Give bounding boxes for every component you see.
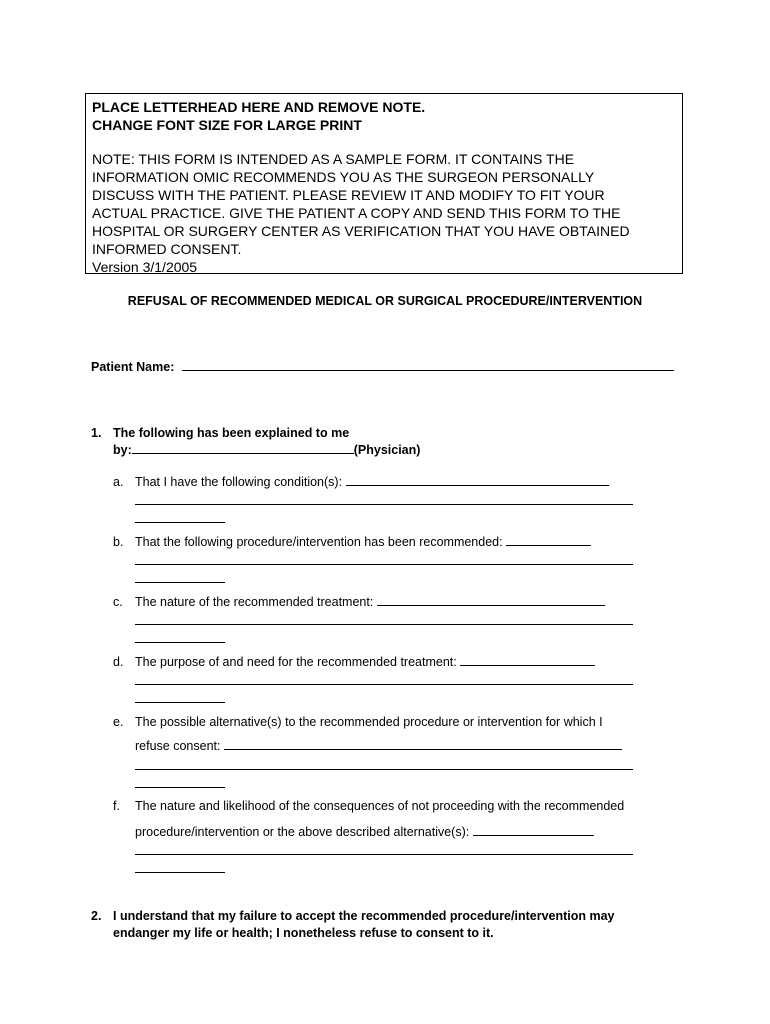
note-body-line: ACTUAL PRACTICE. GIVE THE PATIENT A COPY AND SEND THIS FORM TO THE <box>92 205 621 221</box>
physician-label: (Physician) <box>353 443 421 457</box>
answer-line[interactable] <box>135 854 633 855</box>
item-2-text-line1: I understand that my failure to accept the recommended procedure/intervention may <box>113 909 615 923</box>
note-body-line: DISCUSS WITH THE PATIENT. PLEASE REVIEW IT AND MODIFY TO FIT YOUR <box>92 187 605 203</box>
note-body-line: HOSPITAL OR SURGERY CENTER AS VERIFICATION THAT YOU HAVE OBTAINED <box>92 223 630 239</box>
subitem-text-line2: refuse consent: <box>135 739 622 753</box>
subitem-letter: f. <box>113 799 120 813</box>
note-heading-line2: CHANGE FONT SIZE FOR LARGE PRINT <box>92 117 362 133</box>
item-1-text: The following has been explained to me <box>113 426 350 440</box>
subitem-text: The possible alternative(s) to the recommended procedure or intervention for which I <box>135 715 603 729</box>
answer-line[interactable] <box>135 642 225 643</box>
item-2-number: 2. <box>91 909 102 923</box>
answer-line[interactable] <box>135 684 633 685</box>
subitem-text: The nature and likelihood of the consequences of not proceeding with the recommended <box>135 799 625 813</box>
answer-line[interactable] <box>135 504 633 505</box>
treatment-nature-field[interactable] <box>377 605 605 606</box>
version-text: Version 3/1/2005 <box>92 259 198 275</box>
subitem-letter: a. <box>113 475 124 489</box>
note-body-line: NOTE: THIS FORM IS INTENDED AS A SAMPLE FORM. IT CONTAINS THE <box>92 151 575 167</box>
procedure-field[interactable] <box>506 545 591 546</box>
letterhead-note-box <box>85 93 683 274</box>
answer-line[interactable] <box>135 702 225 703</box>
note-body-line: INFORMATION OMIC RECOMMENDS YOU AS THE SURGEON PERSONALLY <box>92 169 595 185</box>
answer-line[interactable] <box>135 582 225 583</box>
answer-line[interactable] <box>135 522 225 523</box>
subitem-letter: b. <box>113 535 124 549</box>
treatment-purpose-field[interactable] <box>460 665 595 666</box>
patient-name-field[interactable] <box>182 370 674 371</box>
subitem-letter: d. <box>113 655 124 669</box>
answer-line[interactable] <box>135 624 633 625</box>
note-heading-line1: PLACE LETTERHEAD HERE AND REMOVE NOTE. <box>92 99 426 115</box>
note-body-line: INFORMED CONSENT. <box>92 241 242 257</box>
condition-field[interactable] <box>346 485 609 486</box>
note-body <box>92 150 682 258</box>
form-title: REFUSAL OF RECOMMENDED MEDICAL OR SURGICAL PROCEDURE/INTERVENTION <box>127 294 643 308</box>
item-2-text-line2: endanger my life or health; I nonetheless refuse to consent to it. <box>113 926 494 940</box>
patient-name-row <box>91 360 674 374</box>
subitem-text: That the following procedure/intervention has been recommended: <box>135 535 591 549</box>
item-1-number: 1. <box>91 426 102 440</box>
answer-line[interactable] <box>135 564 633 565</box>
item-1-by-row <box>113 442 420 459</box>
subitem-text: The nature of the recommended treatment: <box>135 595 605 609</box>
alternatives-field[interactable] <box>224 749 622 750</box>
answer-line[interactable] <box>135 769 633 770</box>
subitem-text: That I have the following condition(s): <box>135 475 609 489</box>
subitem-text: The purpose of and need for the recommended treatment: <box>135 655 595 669</box>
by-label: by: <box>113 443 132 457</box>
subitem-letter: e. <box>113 715 124 729</box>
patient-name-label: Patient Name: <box>91 360 175 374</box>
physician-name-field[interactable] <box>132 453 354 454</box>
answer-line[interactable] <box>135 872 225 873</box>
subitem-letter: c. <box>113 595 123 609</box>
answer-line[interactable] <box>135 787 225 788</box>
consequences-field[interactable] <box>473 835 594 836</box>
subitem-text-line2: procedure/intervention or the above described alternative(s): <box>135 825 594 839</box>
